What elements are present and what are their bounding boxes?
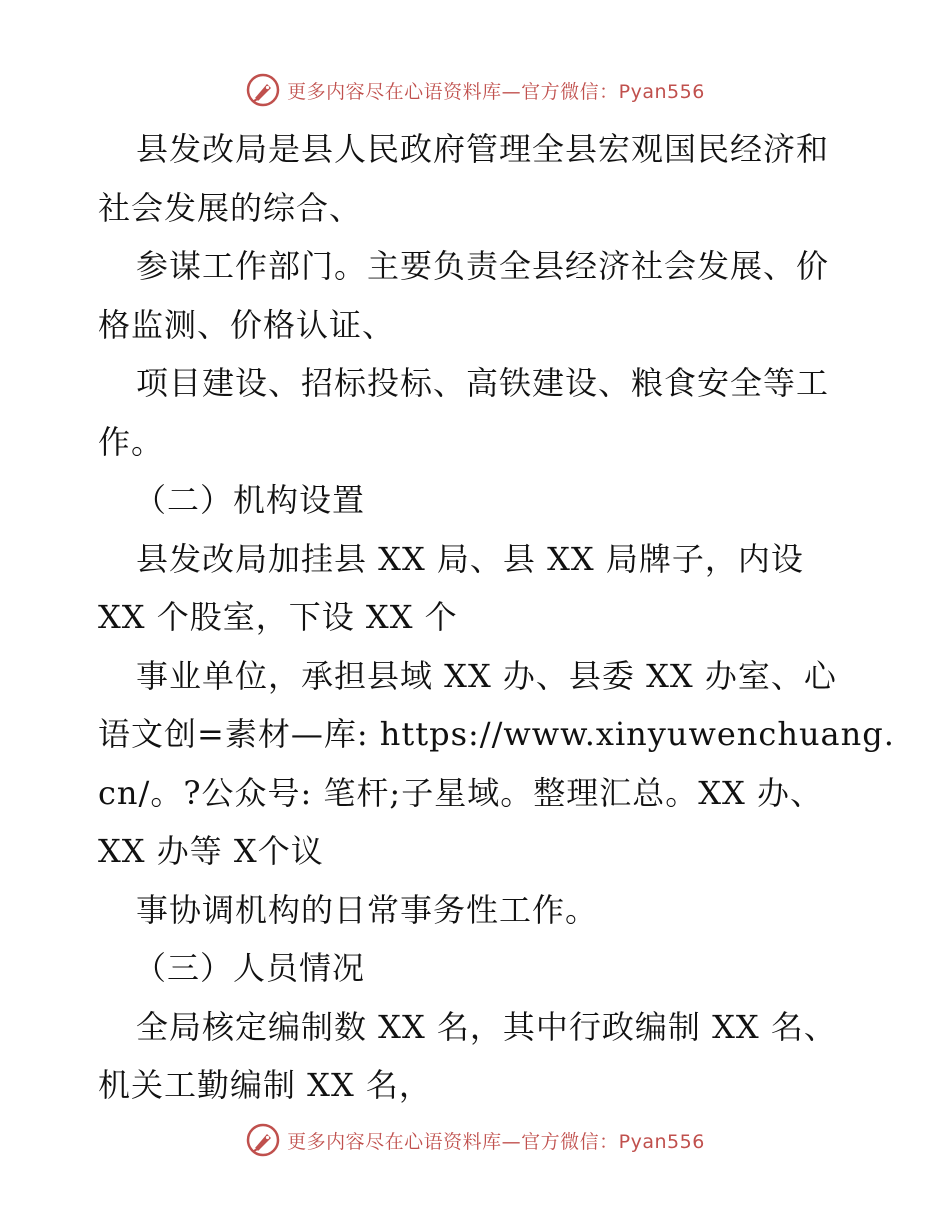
footer-banner xyxy=(0,1120,950,1160)
text-line: 作。 xyxy=(98,422,165,461)
text-line: 事业单位，承担县域 XX 办、县委 XX 办室、心 xyxy=(136,656,837,695)
text-line: 县发改局是县人民政府管理全县宏观国民经济和 xyxy=(136,130,830,168)
text-line: 语文创=素材—库: https://www.xinyuwenchuang. xyxy=(98,715,895,753)
text-line: cn/。?公众号: 笔杆;子星域。整理汇总。XX 办、 xyxy=(98,773,823,812)
section-heading: （二）机构设置 xyxy=(134,481,366,519)
text-line: 机关工勤编制 XX 名， xyxy=(98,1066,432,1104)
header-banner-text: 更多内容尽在心语资料库—官方微信：Pyan556 xyxy=(287,80,705,103)
text-line: 事协调机构的日常事务性工作。 xyxy=(136,890,599,929)
pen-nib-logo-icon xyxy=(245,72,281,108)
section-heading: （三）人员情况 xyxy=(134,949,366,987)
footer-banner-text: 更多内容尽在心语资料库—官方微信：Pyan556 xyxy=(287,1130,705,1153)
text-line: XX 个股室，下设 XX 个 xyxy=(98,598,458,636)
text-line: 参谋工作部门。主要负责全县经济社会发展、价 xyxy=(136,247,830,285)
text-line: 格监测、价格认证、 xyxy=(98,305,396,344)
text-line: 全局核定编制数 XX 名，其中行政编制 XX 名、 xyxy=(136,1007,837,1046)
text-line: 县发改局加挂县 XX 局、县 XX 局牌子，内设 xyxy=(136,539,804,578)
document-body xyxy=(98,120,895,1115)
text-line: 项目建设、招标投标、高铁建设、粮食安全等工 xyxy=(136,364,830,402)
pen-nib-logo-icon xyxy=(245,1122,281,1158)
header-banner xyxy=(0,70,950,110)
text-line: XX 办等 X个议 xyxy=(98,832,324,870)
text-line: 社会发展的综合、 xyxy=(98,188,363,227)
